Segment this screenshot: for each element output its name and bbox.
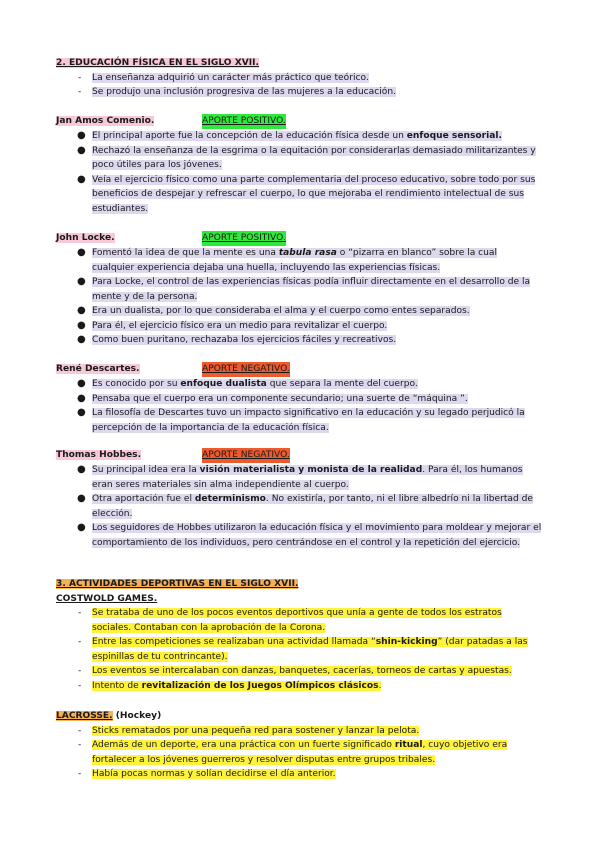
lacrosse-title-line [56, 709, 542, 724]
section-3 [56, 577, 542, 693]
bullet-marker: ● [77, 305, 86, 316]
author-name: John Locke. [56, 233, 115, 243]
dash-marker: - [78, 637, 82, 647]
list-item: - Se trataba de uno de los pocos eventos deportivos que unía a gente de todos los estratos sociales. Contaban con la aprobación de la Corona. [78, 608, 502, 633]
list-item: ● Rechazó la enseñanza de la esgrima o la equitación por considerarlas demasiado militarizantes y poco útiles para los jóvenes. [77, 144, 536, 170]
author-hobbes [56, 448, 542, 550]
list-item: - Los eventos se intercalaban con danzas, banquetes, cacerías, torneos de cartas y apuestas. [56, 664, 542, 679]
section-3-title-line [56, 577, 542, 592]
section-2-title-line [56, 56, 542, 71]
dash-marker: - [78, 608, 82, 618]
section-2-title: 2. EDUCACIÓN FÍSICA EN EL SIGLO XVII. [56, 58, 259, 68]
lacrosse-section [56, 709, 542, 782]
hobbes-list [56, 463, 542, 550]
bullet-marker: ● [77, 247, 86, 258]
list-item: - La enseñanza adquirió un carácter más práctico que teórico. [56, 71, 542, 86]
dash-marker: - [78, 680, 82, 691]
descartes-list [56, 377, 542, 435]
author-heading [56, 114, 542, 129]
lacrosse-subtitle: (Hockey) [112, 711, 162, 721]
dash-marker: - [78, 725, 82, 736]
author-heading [56, 231, 542, 246]
negative-tag: APORTE NEGATIVO. [202, 362, 290, 377]
bullet-marker: ● [77, 392, 86, 404]
bullet-marker: ● [77, 464, 86, 475]
dash-marker: - [78, 666, 82, 676]
dash-marker: - [78, 740, 82, 750]
bullet-marker: ● [77, 276, 86, 287]
negative-tag: APORTE NEGATIVO. [202, 448, 290, 463]
author-name: Thomas Hobbes. [56, 450, 142, 460]
list-item: ● Fomentó la idea de que la mente es una tabula rasa o “pizarra en blanco” sobre la cual cualquier experiencia dejaba una huella, incluyendo las experiencias físicas. [77, 247, 498, 273]
list-item: - Además de un deporte, era una práctica con un fuerte significado ritual, cuyo objetivo era fortalecer a los jóvenes guerreros y resolver disputas entre grupos tribales. [78, 740, 508, 765]
author-heading [56, 448, 542, 463]
list-item: ● Como buen puritano, rechazaba los ejercicios fáciles y recreativos. [56, 333, 542, 348]
list-item: - Sticks rematados por una pequeña red para sostener y lanzar la pelota. [56, 724, 542, 739]
list-item: ● Veía el ejercicio físico como una parte complementaria del proceso educativo, sobre todo por sus beneficios de despejar y refrescar el cuerpo, lo que mejoraba el rendimiento intelectual de sus estudiantes. [77, 173, 536, 214]
list-item: ● Su principal idea era la visión materialista y monista de la realidad. Para él, los humanos eran seres materiales sin alma independiente al cuerpo. [77, 464, 523, 490]
bullet-marker: ● [77, 334, 86, 345]
list-item: - Intento de revitalización de los Juegos Olímpicos clásicos. [56, 679, 542, 694]
bullet-marker: ● [77, 319, 86, 331]
bullet-marker: ● [77, 173, 86, 185]
cotswold-list [56, 606, 542, 693]
dash-marker: - [78, 769, 82, 779]
bullet-marker: ● [77, 144, 86, 156]
author-locke [56, 231, 542, 348]
section-2 [56, 56, 542, 100]
comenio-list [56, 129, 542, 216]
list-item: - Entre las competiciones se realizaban una actividad llamada “shin-kicking” (dar patadas a las espinillas de tu contrincante). [78, 637, 528, 662]
list-item: ● Otra aportación fue el determinismo. No existiría, por tanto, ni el libre albedrío ni la libertad de elección. [77, 493, 534, 519]
dash-marker: - [78, 72, 82, 83]
author-comenio [56, 114, 542, 216]
list-item: ● El principal aporte fue la concepción de la educación física desde un enfoque sensorial. [56, 129, 542, 144]
author-name: René Descartes. [56, 364, 140, 374]
list-item: ● Para Locke, el control de las experiencias físicas podía influir directamente en el desarrollo de la mente y de la persona. [77, 276, 531, 302]
author-descartes [56, 362, 542, 435]
cotswold-title-line [56, 592, 542, 607]
list-item: ● Es conocido por su enfoque dualista que separa la mente del cuerpo. [56, 377, 542, 392]
cotswold-title: COSTWOLD GAMES. [56, 593, 158, 604]
locke-list [56, 246, 542, 348]
list-item: ● La filosofía de Descartes tuvo un impacto significativo en la educación y su legado perjudicó la percepción de la importancia de la educación física. [77, 407, 525, 433]
list-item: - Se produjo una inclusión progresiva de las mujeres a la educación. [56, 85, 542, 100]
list-item: ● Pensaba que el cuerpo era un componente secundario; una suerte de “máquina ”. [56, 392, 542, 407]
list-item: ● Era un dualista, por lo que consideraba el alma y el cuerpo como entes separados. [56, 304, 542, 319]
positive-tag: APORTE POSITIVO. [202, 114, 286, 129]
section-2-list [56, 71, 542, 100]
bullet-marker: ● [77, 378, 86, 389]
bullet-marker: ● [77, 522, 86, 533]
dash-marker: - [78, 87, 82, 97]
lacrosse-list [56, 724, 542, 782]
positive-tag: APORTE POSITIVO. [202, 231, 286, 246]
author-heading [56, 362, 542, 377]
bullet-marker: ● [77, 130, 86, 141]
bullet-marker: ● [77, 407, 86, 418]
bullet-marker: ● [77, 493, 86, 504]
list-item: ● Los seguidores de Hobbes utilizaron la educación física y el movimiento para moldear y mejorar el comportamiento de los individuos, pero centrándose en el control y la repetición del ejercicio. [77, 522, 542, 548]
list-item: - Había pocas normas y solían decidirse el día anterior. [56, 767, 542, 782]
list-item: ● Para él, el ejercicio físico era un medio para revitalizar el cuerpo. [56, 319, 542, 334]
section-3-title: 3. ACTIVIDADES DEPORTIVAS EN EL SIGLO XVII. [56, 579, 299, 589]
author-name: Jan Amos Comenio. [56, 116, 155, 126]
lacrosse-title: LACROSSE. [56, 711, 113, 721]
